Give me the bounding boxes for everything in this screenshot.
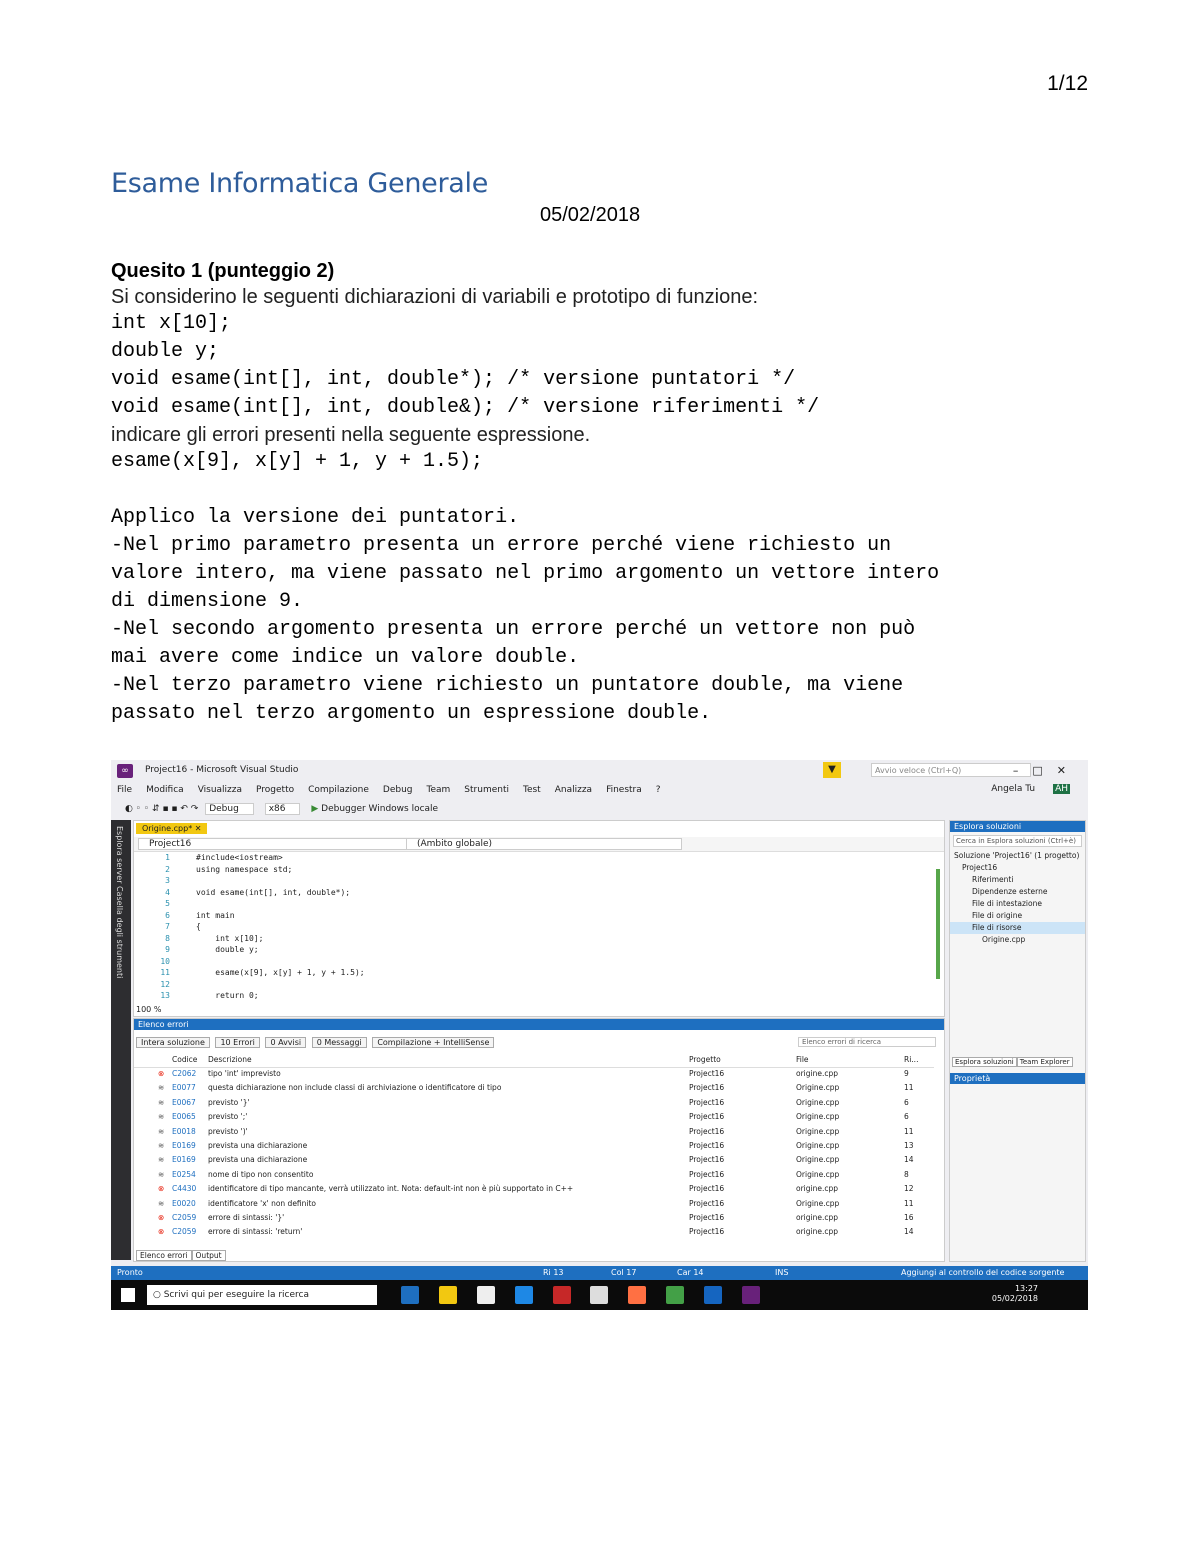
tree-item[interactable]: Dipendenze esterne: [972, 887, 1048, 896]
error-desc: prevista una dichiarazione: [208, 1155, 308, 1165]
error-proj: Project16: [689, 1227, 725, 1237]
error-proj: Project16: [689, 1069, 725, 1078]
code-text: using namespace std;: [196, 864, 293, 874]
error-code: E0065: [172, 1112, 196, 1122]
error-proj: Project16: [689, 1126, 725, 1136]
tree-item[interactable]: Riferimenti: [972, 875, 1014, 884]
error-proj: Project16: [689, 1198, 725, 1208]
feedback-icon[interactable]: ▼: [823, 762, 841, 778]
error-icon: ⊗: [158, 1227, 165, 1237]
code-editor[interactable]: [133, 820, 945, 1017]
error-code: C4430: [172, 1184, 197, 1194]
code-line: [134, 980, 934, 992]
toolbar: [111, 800, 1088, 818]
change-indicator: [936, 869, 940, 979]
error-line: 9: [904, 1069, 909, 1078]
intellisense-icon: ≋: [158, 1141, 165, 1150]
answer-line: di dimensione 9.: [111, 590, 304, 613]
error-list-title: Elenco errori: [134, 1019, 944, 1030]
solution-search-input[interactable]: Cerca in Esplora soluzioni (Ctrl+è): [953, 835, 1082, 847]
debugger-label: Debugger Windows locale: [321, 804, 439, 814]
visual-studio-icon[interactable]: [742, 1286, 760, 1304]
status-bar: [111, 1266, 1088, 1280]
error-icon: ⊗: [158, 1184, 165, 1194]
answer-line: valore intero, ma viene passato nel primo argomento un vettore intero: [111, 562, 940, 585]
code-lines: [134, 853, 934, 1003]
line-number: 3: [165, 876, 170, 885]
user-account[interactable]: [991, 784, 1084, 794]
menu-item[interactable]: Finestra: [606, 785, 642, 795]
warnings-toggle[interactable]: 0 Avvisi: [265, 1037, 306, 1048]
scope-select[interactable]: Intera soluzione: [136, 1037, 210, 1048]
menu-item[interactable]: Test: [522, 785, 541, 795]
solution-tree: [950, 850, 1085, 946]
line-number: 6: [165, 910, 170, 920]
window-title: Project16 - Microsoft Visual Studio: [145, 765, 299, 775]
error-row[interactable]: [134, 1213, 934, 1227]
window-controls[interactable]: –□✕: [1012, 764, 1080, 777]
error-row[interactable]: [134, 1127, 934, 1141]
question-heading: Quesito 1 (punteggio 2): [111, 260, 335, 282]
header-code[interactable]: Codice: [172, 1055, 198, 1064]
status-ins: INS: [775, 1268, 789, 1277]
error-code: E0067: [172, 1097, 196, 1107]
error-row[interactable]: [134, 1083, 934, 1097]
error-desc: previsto ')': [208, 1126, 248, 1136]
error-code: C2059: [172, 1213, 197, 1222]
menu-item[interactable]: File: [117, 785, 133, 795]
line-number: 7: [165, 922, 170, 931]
error-code: E0254: [172, 1169, 196, 1179]
tree-item[interactable]: Soluzione 'Project16' (1 progetto): [954, 851, 1080, 860]
code-line: [134, 945, 934, 957]
question-instruction: indicare gli errori presenti nella seguente espressione.: [111, 424, 591, 446]
app-icon[interactable]: [666, 1286, 684, 1304]
line-number: 9: [165, 945, 170, 954]
errors-toggle[interactable]: 10 Errori: [215, 1037, 259, 1048]
quick-launch-input[interactable]: Avvio veloce (Ctrl+Q): [871, 763, 1031, 777]
error-code: E0020: [172, 1198, 196, 1208]
status-col: Col 17: [611, 1268, 637, 1277]
antivirus-icon[interactable]: [553, 1286, 571, 1304]
error-icon: ⊗: [158, 1213, 165, 1222]
store-icon[interactable]: [477, 1286, 495, 1304]
error-desc: previsto ';': [208, 1112, 248, 1122]
avatar: AH: [1055, 784, 1068, 794]
code-line: [134, 934, 934, 946]
code-line: [134, 911, 934, 923]
code-line: [134, 991, 934, 1003]
error-proj: Project16: [689, 1097, 725, 1107]
side-tab-label: Esplora server Casella degli strumenti: [115, 826, 124, 979]
code-text: void esame(int[], int, double*);: [196, 887, 351, 897]
header-desc[interactable]: Descrizione: [208, 1055, 252, 1064]
code-text: #include<iostream>: [196, 853, 283, 862]
intellisense-icon: ≋: [158, 1169, 165, 1179]
error-list-header: [134, 1055, 934, 1068]
error-file: origine.cpp: [796, 1227, 838, 1237]
start-debugger-button[interactable]: [311, 804, 438, 814]
properties-title: Proprietà: [950, 1073, 1085, 1084]
solution-explorer-title: Esplora soluzioni: [950, 821, 1085, 832]
editor-nav-bar: [134, 837, 944, 852]
visual-studio-screenshot: [111, 760, 1088, 1310]
error-file: origine.cpp: [796, 1069, 838, 1078]
taskbar-apps: [401, 1286, 777, 1307]
error-proj: Project16: [689, 1112, 725, 1122]
error-line: 8: [904, 1169, 909, 1179]
code-line: [134, 922, 934, 934]
tree-item[interactable]: File di intestazione: [972, 899, 1042, 908]
answer-line: mai avere come indice un valore double.: [111, 646, 580, 669]
answer-line: passato nel terzo argomento un espressione double.: [111, 702, 712, 725]
error-row[interactable]: [134, 1155, 934, 1169]
intellisense-icon: ≋: [158, 1198, 165, 1208]
code-line: void esame(int[], int, double&); /* versione riferimenti */: [111, 396, 820, 419]
error-row[interactable]: [134, 1112, 934, 1126]
line-number: 1: [165, 853, 170, 862]
menu-item[interactable]: Analizza: [554, 785, 593, 795]
document-title: Esame Informatica Generale: [111, 168, 489, 199]
error-list-panel: [133, 1018, 945, 1262]
code-text: esame(x[9], x[y] + 1, y + 1.5);: [196, 968, 365, 977]
error-line: 6: [904, 1097, 909, 1107]
question-expression: esame(x[9], x[y] + 1, y + 1.5);: [111, 450, 484, 473]
status-ready: Pronto: [117, 1268, 143, 1277]
tab-team-explorer[interactable]: Team Explorer: [1017, 1057, 1073, 1067]
error-desc: errore di sintassi: '}': [208, 1213, 285, 1222]
error-file: origine.cpp: [796, 1184, 838, 1194]
app-icon[interactable]: [515, 1286, 533, 1304]
code-line: [134, 876, 934, 888]
editor-tab-label: Origine.cpp*: [142, 824, 193, 833]
tab-output[interactable]: Output: [192, 1250, 226, 1261]
scope-dropdown[interactable]: (Ambito globale): [406, 838, 682, 850]
build-filter-select[interactable]: Compilazione + IntelliSense: [372, 1037, 494, 1048]
error-desc: questa dichiarazione non include classi di archiviazione o identificatore di tipo: [208, 1083, 502, 1093]
error-file: Origine.cpp: [796, 1198, 840, 1208]
error-icon: ⊗: [158, 1069, 165, 1078]
code-line: double y;: [111, 340, 220, 363]
error-code: E0077: [172, 1083, 196, 1093]
error-proj: Project16: [689, 1083, 725, 1093]
question-body: [111, 258, 1101, 728]
header-line[interactable]: Ri...: [904, 1055, 919, 1064]
error-code: C2062: [172, 1069, 197, 1078]
properties-panel: [950, 1073, 1085, 1084]
header-file[interactable]: File: [796, 1055, 809, 1064]
answer-line: -Nel terzo parametro viene richiesto un puntatore double, ma viene: [111, 674, 904, 697]
error-line: 13: [904, 1141, 914, 1150]
menu-item[interactable]: Strumenti: [464, 785, 509, 795]
platform-select[interactable]: x86: [265, 803, 301, 815]
document-date: 05/02/2018: [540, 204, 641, 226]
intellisense-icon: ≋: [158, 1126, 165, 1136]
error-desc: previsto '}': [208, 1097, 250, 1107]
error-code: C2059: [172, 1227, 197, 1237]
question-intro: Si considerino le seguenti dichiarazioni di variabili e prototipo di funzione:: [111, 286, 759, 308]
error-row[interactable]: [134, 1069, 934, 1083]
system-clock[interactable]: [992, 1284, 1038, 1304]
menu-bar: [111, 782, 1088, 800]
error-row[interactable]: [134, 1170, 934, 1184]
taskbar-search-label: Scrivi qui per eseguire la ricerca: [163, 1290, 309, 1300]
status-line: Ri 13: [543, 1268, 564, 1277]
code-text: int main: [196, 910, 235, 920]
messages-toggle[interactable]: 0 Messaggi: [312, 1037, 367, 1048]
error-code: E0169: [172, 1141, 196, 1150]
code-text: return 0;: [196, 991, 259, 1000]
error-filters: [136, 1037, 497, 1048]
line-number: 10: [160, 956, 170, 966]
error-file: origine.cpp: [796, 1213, 838, 1222]
error-line: 11: [904, 1198, 914, 1208]
error-line: 12: [904, 1184, 914, 1194]
line-number: 12: [160, 979, 170, 989]
play-icon: ▶: [311, 804, 319, 814]
error-row[interactable]: [134, 1141, 934, 1155]
error-desc: tipo 'int' imprevisto: [208, 1069, 281, 1078]
error-desc: prevista una dichiarazione: [208, 1141, 308, 1150]
word-icon[interactable]: [704, 1286, 722, 1304]
intellisense-icon: ≋: [158, 1112, 165, 1122]
error-line: 6: [904, 1112, 909, 1122]
error-file: Origine.cpp: [796, 1169, 840, 1179]
vs-logo-icon: ∞: [117, 764, 133, 778]
error-file: Origine.cpp: [796, 1112, 840, 1122]
windows-taskbar: [111, 1280, 1088, 1310]
answer-line: -Nel primo parametro presenta un errore perché viene richiesto un: [111, 534, 892, 557]
config-select[interactable]: Debug: [205, 803, 254, 815]
menu-item[interactable]: Team: [426, 785, 451, 795]
code-text: {: [196, 922, 201, 931]
clock-date: 05/02/2018: [991, 1294, 1038, 1303]
editor-tab[interactable]: Origine.cpp* ✕: [136, 823, 207, 834]
error-line: 16: [904, 1213, 914, 1222]
firefox-icon[interactable]: [628, 1286, 646, 1304]
line-number: 2: [165, 864, 170, 874]
menu-item[interactable]: Modifica: [146, 785, 184, 795]
tree-item[interactable]: Project16: [962, 863, 998, 872]
error-row[interactable]: [134, 1227, 934, 1241]
menu-item[interactable]: Progetto: [256, 785, 295, 795]
tree-item[interactable]: File di origine: [972, 911, 1023, 920]
error-desc: identificatore di tipo mancante, verrà utilizzato int. Nota: default-int non è più supportato in C++: [208, 1184, 574, 1194]
error-code: E0169: [172, 1155, 196, 1165]
error-search-input[interactable]: Elenco errori di ricerca: [798, 1037, 936, 1047]
menu-item[interactable]: Visualizza: [197, 785, 243, 795]
zoom-level[interactable]: 100 %: [136, 1005, 162, 1014]
explorer-tabs: [952, 1057, 1073, 1067]
windows-start-icon[interactable]: [121, 1288, 135, 1302]
code-line: [134, 968, 934, 980]
solution-explorer-panel: [949, 820, 1086, 1262]
error-proj: Project16: [689, 1141, 725, 1150]
error-row[interactable]: [134, 1098, 934, 1112]
error-row[interactable]: [134, 1184, 934, 1198]
page-number: 1/12: [1047, 72, 1088, 95]
project-dropdown[interactable]: Project16: [138, 838, 410, 850]
code-line: [134, 865, 934, 877]
toolbar-icons[interactable]: ◐ ◦ ◦ ⇵ ▪ ▪ ↶ ↷: [125, 804, 199, 814]
code-line: [134, 853, 934, 865]
error-file: Origine.cpp: [796, 1097, 840, 1107]
line-number: 13: [160, 991, 170, 1000]
intellisense-icon: ≋: [158, 1155, 165, 1165]
header-project[interactable]: Progetto: [689, 1055, 721, 1064]
user-name: Angela Tu: [991, 784, 1036, 794]
tree-item[interactable]: File di risorse: [950, 922, 1085, 934]
error-file: Origine.cpp: [796, 1141, 840, 1150]
menu-item[interactable]: Compilazione: [308, 785, 369, 795]
code-text: double y;: [196, 945, 259, 954]
code-line: [134, 957, 934, 969]
line-number: 8: [165, 933, 170, 943]
intellisense-icon: ≋: [158, 1083, 165, 1093]
error-proj: Project16: [689, 1184, 725, 1194]
error-file: Origine.cpp: [796, 1126, 840, 1136]
file-explorer-icon[interactable]: [439, 1286, 457, 1304]
error-line: 11: [904, 1083, 914, 1093]
mail-icon[interactable]: [590, 1286, 608, 1304]
answer-line: -Nel secondo argomento presenta un errore perché un vettore non può: [111, 618, 916, 641]
line-number: 5: [165, 899, 170, 908]
code-line: void esame(int[], int, double*); /* versione puntatori */: [111, 368, 796, 391]
error-proj: Project16: [689, 1213, 725, 1222]
error-file: Origine.cpp: [796, 1155, 840, 1165]
error-line: 11: [904, 1126, 914, 1136]
code-line: [134, 899, 934, 911]
tree-item[interactable]: Origine.cpp: [982, 935, 1026, 944]
error-desc: identificatore 'x' non definito: [208, 1198, 317, 1208]
menu-item[interactable]: Debug: [382, 785, 413, 795]
status-char: Car 14: [677, 1268, 704, 1277]
error-row[interactable]: [134, 1199, 934, 1213]
code-line: [134, 888, 934, 900]
source-control-button[interactable]: Aggiungi al controllo del codice sorgente: [901, 1268, 1065, 1277]
error-desc: nome di tipo non consentito: [208, 1169, 314, 1179]
edge-icon[interactable]: [401, 1286, 419, 1304]
code-text: int x[10];: [196, 933, 264, 943]
error-file: Origine.cpp: [796, 1083, 840, 1093]
error-proj: Project16: [689, 1155, 725, 1165]
error-code: E0018: [172, 1126, 196, 1136]
menu-item[interactable]: ?: [655, 785, 661, 795]
intellisense-icon: ≋: [158, 1097, 165, 1107]
error-line: 14: [904, 1227, 914, 1237]
line-number: 11: [160, 968, 170, 977]
line-number: 4: [165, 887, 170, 897]
tab-error-list[interactable]: Elenco errori: [136, 1250, 192, 1261]
error-proj: Project16: [689, 1169, 725, 1179]
bottom-tabs: [136, 1250, 226, 1261]
clock-time: 13:27: [1014, 1284, 1038, 1293]
error-desc: errore di sintassi: 'return': [208, 1227, 303, 1237]
error-line: 14: [904, 1155, 914, 1165]
tab-solution-explorer[interactable]: Esplora soluzioni: [952, 1057, 1017, 1067]
answer-line: Applico la versione dei puntatori.: [111, 506, 520, 529]
side-tool-tabs[interactable]: [111, 820, 131, 1260]
code-line: int x[10];: [111, 312, 232, 335]
taskbar-search-input[interactable]: ○ Scrivi qui per eseguire la ricerca: [147, 1285, 377, 1305]
title-bar: [111, 760, 1088, 782]
